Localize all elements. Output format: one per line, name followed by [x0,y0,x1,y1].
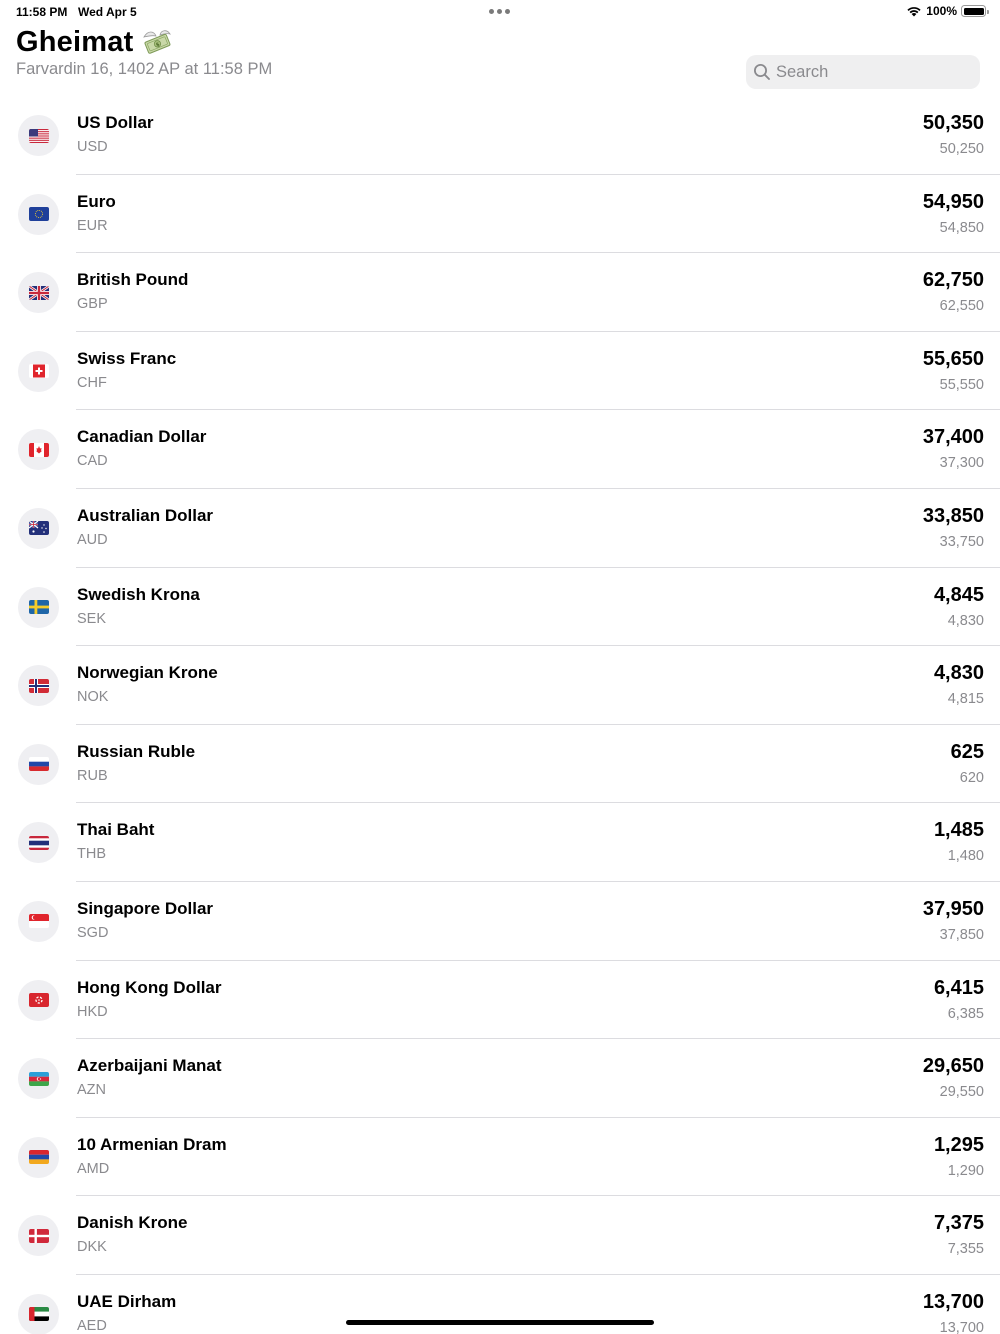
currency-name: Euro [77,191,116,211]
th-flag-icon [29,836,49,850]
sell-price: 37,400 [922,426,984,449]
currency-name: Danish Krone [77,1213,188,1233]
currency-row-usd[interactable] [0,96,1000,175]
currency-code: DKK [77,1239,107,1256]
currency-row-nok[interactable] [0,646,1000,725]
currency-row-gbp[interactable] [0,253,1000,332]
sg-flag-icon [29,914,49,928]
currency-code: AZN [77,1082,106,1099]
flag-badge [18,1294,59,1334]
currency-row-azn[interactable] [0,1039,1000,1118]
flag-badge [18,508,59,549]
currency-code: NOK [77,689,109,706]
az-flag-icon [29,1072,49,1086]
currency-row-amd[interactable] [0,1118,1000,1197]
status-date: Wed Apr 5 [78,5,137,19]
search-icon [753,63,771,81]
sell-price: 13,700 [922,1290,984,1313]
buy-price: 50,250 [939,141,984,157]
flag-badge [18,194,59,235]
flag-badge [18,744,59,785]
sell-price: 625 [950,740,984,763]
currency-name: US Dollar [77,113,154,132]
battery-icon [961,5,986,17]
sell-price: 29,650 [922,1055,984,1078]
currency-code: HKD [77,1003,108,1020]
multitasking-dots-icon[interactable] [489,9,510,14]
title-row [16,24,173,60]
currency-row-rub[interactable] [0,725,1000,804]
buy-price: 37,850 [939,926,984,943]
sell-price: 6,415 [933,976,984,999]
buy-price: 620 [959,769,984,786]
last-updated-subtitle: Farvardin 16, 1402 AP at 11:58 PM [16,60,273,78]
currency-name: British Pound [77,270,189,290]
ae-flag-icon [29,1307,49,1321]
buy-price: 4,830 [947,612,984,629]
currency-code: THB [77,846,106,863]
currency-name: Canadian Dollar [77,427,207,447]
buy-price: 6,385 [947,1005,984,1022]
sell-price: 37,950 [922,897,984,920]
currency-code: SEK [77,610,107,627]
buy-price: 4,815 [947,691,984,708]
se-flag-icon [29,600,49,614]
us-flag-icon [29,129,49,143]
currency-row-aed[interactable] [0,1275,1000,1334]
flag-badge [18,1215,59,1256]
buy-price: 54,850 [939,219,984,236]
status-bar [0,0,1000,24]
flag-badge [18,587,59,628]
au-flag-icon [29,521,49,535]
flag-badge [18,665,59,706]
sell-price: 1,295 [933,1133,984,1156]
currency-name: Singapore Dollar [77,898,214,918]
currency-name: Norwegian Krone [77,663,218,683]
status-time: 11:58 PM [16,5,68,19]
sell-price: 62,750 [922,269,984,292]
currency-name: UAE Dirham [77,1291,177,1311]
currency-name: Hong Kong Dollar [77,977,222,997]
sell-price: 50,350 [922,112,984,134]
currency-name: 10 Armenian Dram [77,1134,227,1154]
sell-price: 4,830 [933,662,984,685]
battery-percent: 100% [926,4,957,18]
sell-price: 1,485 [933,819,984,842]
currency-row-sek[interactable] [0,568,1000,647]
flag-badge [18,429,59,470]
wifi-icon [906,5,922,17]
currency-name: Azerbaijani Manat [77,1056,222,1076]
buy-price: 7,355 [947,1241,984,1258]
currency-code: USD [77,139,108,155]
currency-row-sgd[interactable] [0,882,1000,961]
sell-price: 54,950 [922,190,984,213]
currency-row-hkd[interactable] [0,961,1000,1040]
search-input[interactable] [776,63,966,82]
flag-badge [18,351,59,392]
buy-price: 29,550 [939,1084,984,1101]
ru-flag-icon [29,757,49,771]
currency-code: AMD [77,1160,110,1177]
currency-code: RUB [77,767,108,784]
buy-price: 1,480 [947,848,984,865]
svg-text:$: $ [155,41,162,49]
home-indicator[interactable] [346,1320,654,1325]
currency-list [0,96,1000,1334]
flag-badge [18,115,59,156]
currency-name: Russian Ruble [77,741,196,761]
currency-code: AED [77,1317,107,1334]
ch-flag-icon [29,364,49,378]
buy-price: 37,300 [939,455,984,472]
currency-code: GBP [77,296,108,313]
currency-name: Thai Baht [77,820,155,840]
ca-flag-icon [29,443,49,457]
page-title: Gheimat [16,25,134,58]
money-with-wings-icon [141,28,173,56]
hk-flag-icon [29,993,49,1007]
flag-badge [18,822,59,863]
buy-price: 33,750 [939,533,984,550]
am-flag-icon [29,1150,49,1164]
dk-flag-icon [29,1229,49,1243]
sell-price: 33,850 [922,504,984,527]
currency-code: CAD [77,453,108,470]
buy-price: 62,550 [939,298,984,315]
flag-badge [18,980,59,1021]
sell-price: 55,650 [922,347,984,370]
flag-badge [18,1137,59,1178]
currency-row-cad[interactable] [0,410,1000,489]
sell-price: 4,845 [933,583,984,606]
currency-row-dkk[interactable] [0,1196,1000,1275]
buy-price: 1,290 [947,1162,984,1179]
status-indicators [906,4,986,18]
currency-code: EUR [77,217,108,234]
currency-name: Australian Dollar [77,505,214,525]
search-bar[interactable] [746,55,980,89]
currency-name: Swiss Franc [77,348,177,368]
no-flag-icon [29,679,49,693]
eu-flag-icon [29,207,49,221]
flag-badge [18,272,59,313]
currency-row-chf[interactable] [0,332,1000,411]
buy-price: 13,700 [939,1319,984,1334]
gb-flag-icon [29,286,49,300]
currency-row-eur[interactable] [0,175,1000,254]
currency-row-thb[interactable] [0,803,1000,882]
currency-row-aud[interactable] [0,489,1000,568]
sell-price: 7,375 [933,1212,984,1235]
currency-code: CHF [77,374,107,391]
currency-code: AUD [77,531,108,548]
currency-name: Swedish Krona [77,584,200,604]
flag-badge [18,901,59,942]
flag-badge [18,1058,59,1099]
currency-code: SGD [77,924,109,941]
buy-price: 55,550 [939,376,984,393]
